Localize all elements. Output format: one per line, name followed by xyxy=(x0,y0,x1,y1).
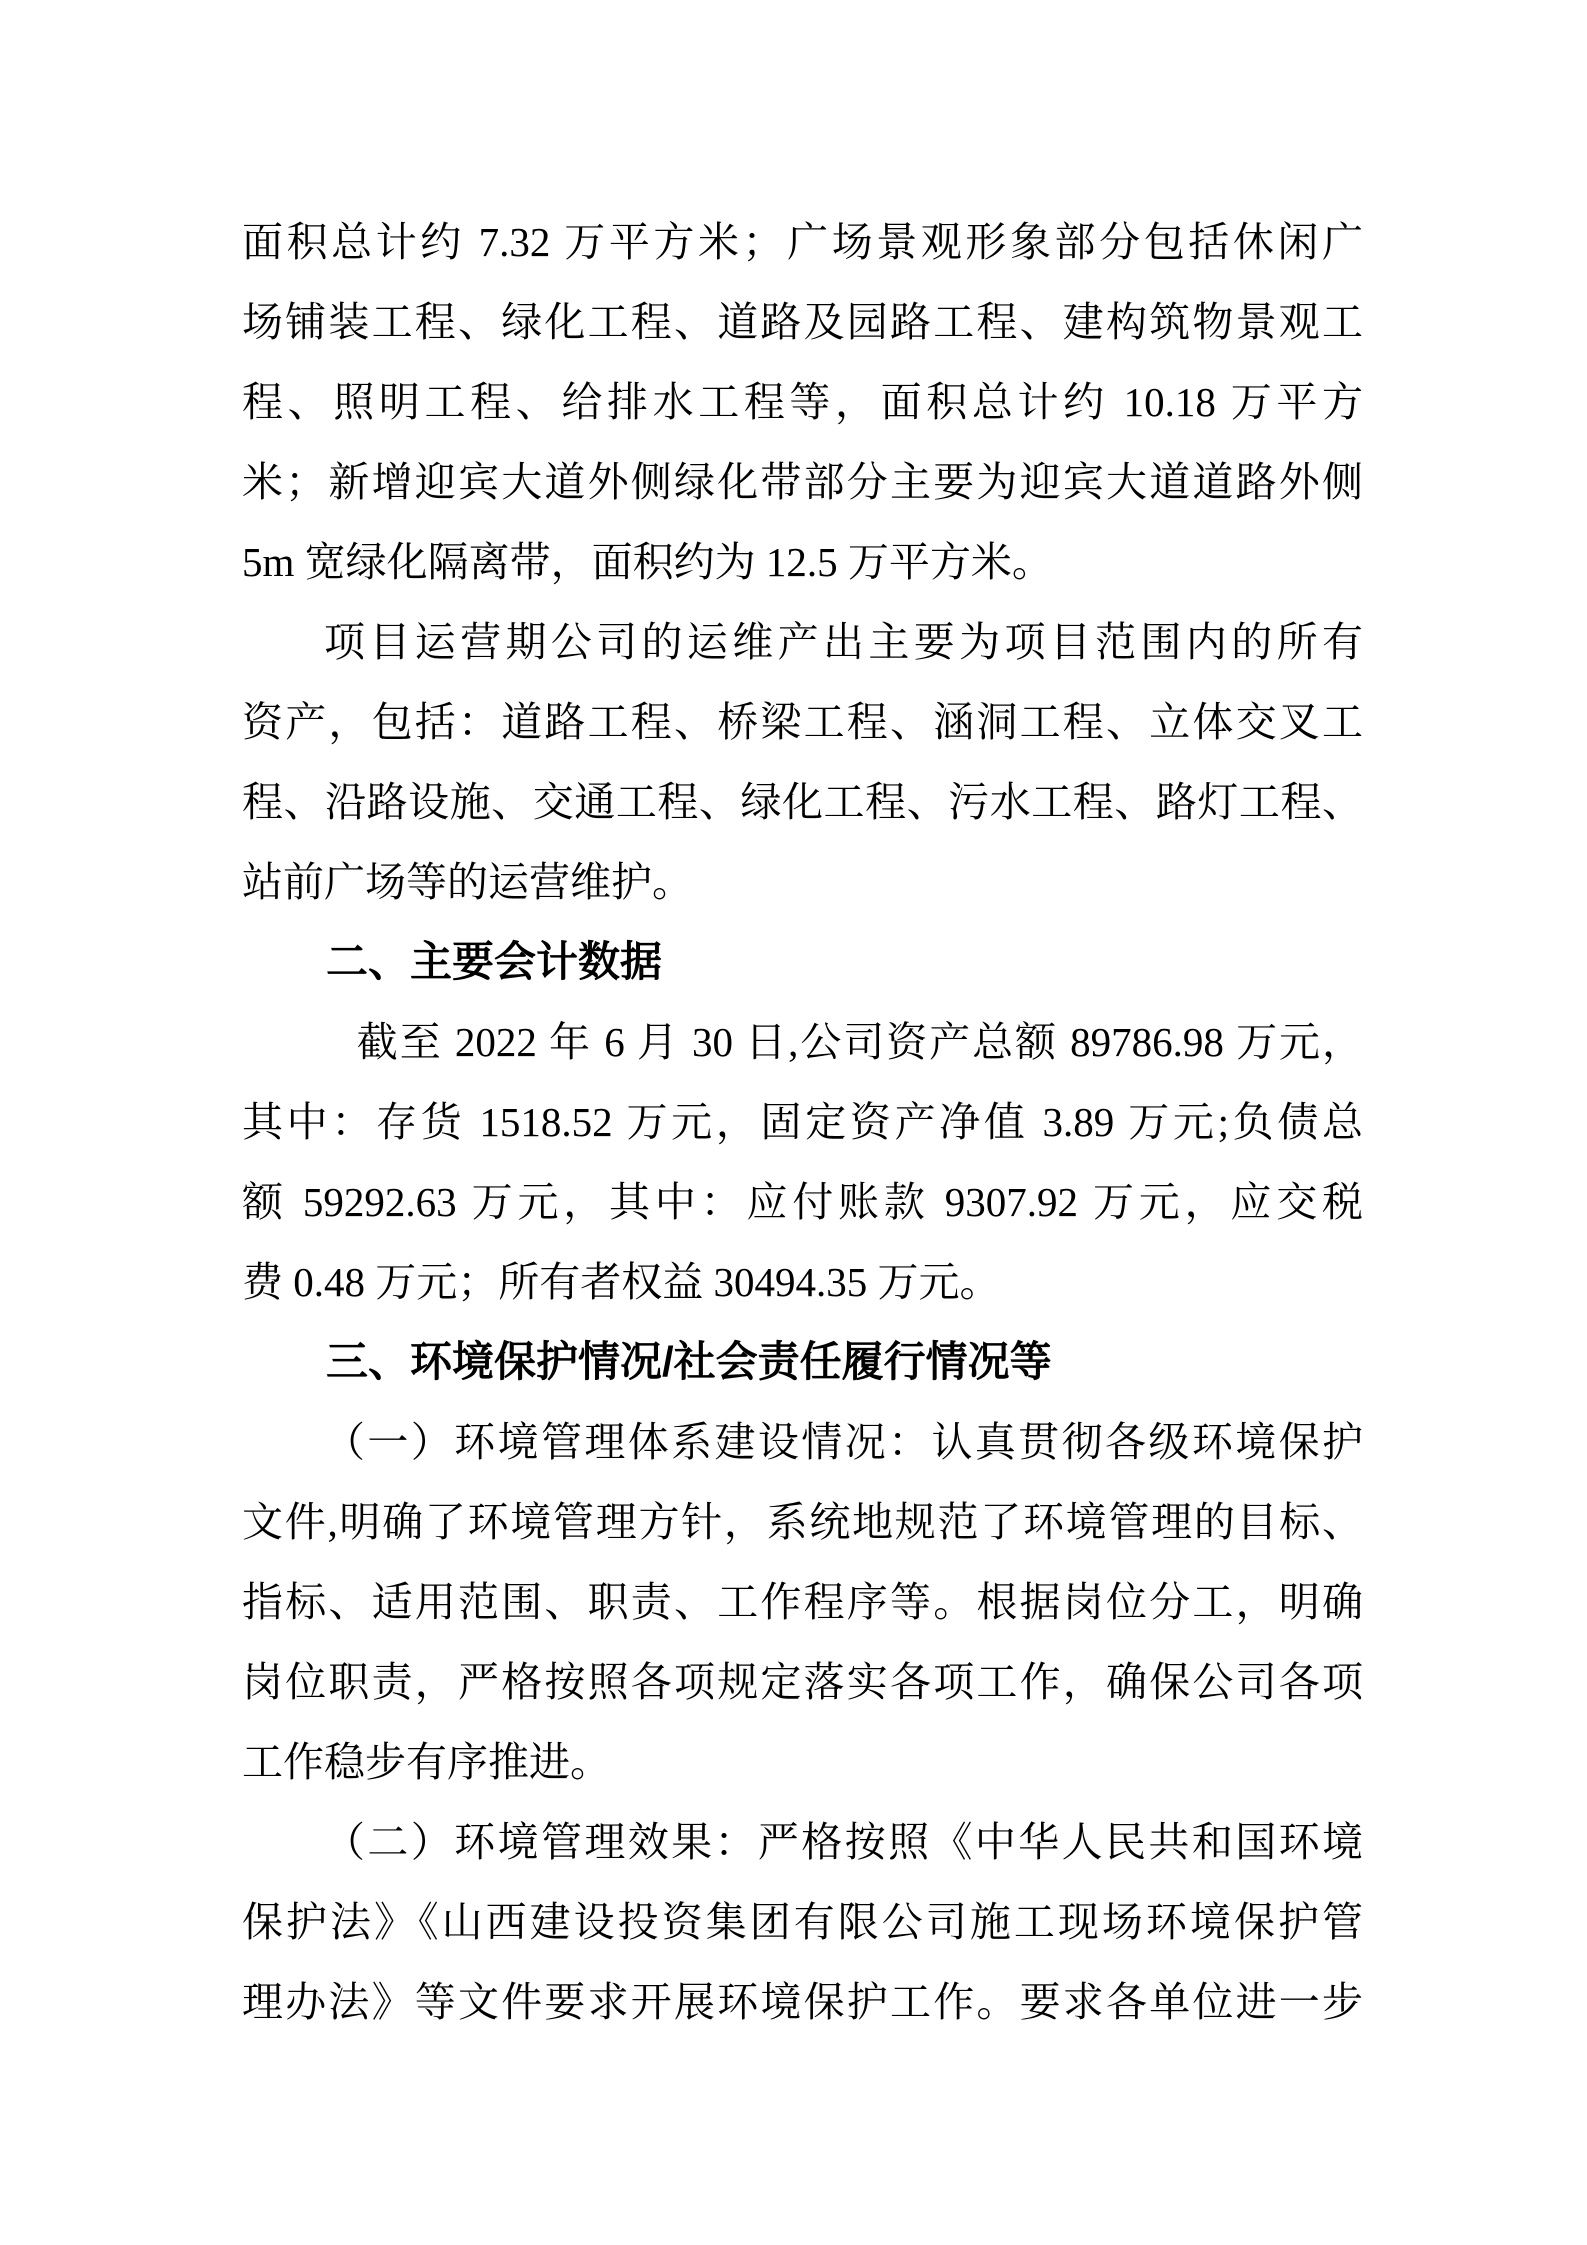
text-line: 资产，包括：道路工程、桥梁工程、涵洞工程、立体交叉工 xyxy=(242,699,1363,745)
text-line: 岗位职责，严格按照各项规定落实各项工作，确保公司各项 xyxy=(242,1659,1363,1705)
text-line: 费 0.48 万元；所有者权益 30494.35 万元。 xyxy=(242,1259,1001,1305)
text-line: 截至 2022 年 6 月 30 日,公司资产总额 89786.98 万元， xyxy=(356,1019,1363,1065)
text-line: 5m 宽绿化隔离带，面积约为 12.5 万平方米。 xyxy=(242,539,1053,585)
section-heading: 二、主要会计数据 xyxy=(326,938,663,985)
text-line: 工作稳步有序推进。 xyxy=(242,1739,611,1785)
text-line: 场铺装工程、绿化工程、道路及园路工程、建构筑物景观工 xyxy=(242,299,1363,345)
text-line: 项目运营期公司的运维产出主要为项目范围内的所有 xyxy=(324,619,1363,665)
text-line: （二）环境管理效果：严格按照《中华人民共和国环境 xyxy=(324,1819,1363,1865)
text-line: 保护法》《山西建设投资集团有限公司施工现场环境保护管 xyxy=(242,1899,1363,1945)
text-line: 文件,明确了环境管理方针，系统地规范了环境管理的目标、 xyxy=(242,1499,1363,1545)
text-line: 指标、适用范围、职责、工作程序等。根据岗位分工，明确 xyxy=(242,1579,1363,1625)
text-line: （一）环境管理体系建设情况：认真贯彻各级环境保护 xyxy=(324,1419,1363,1465)
text-line: 站前广场等的运营维护。 xyxy=(242,859,693,905)
text-line: 米；新增迎宾大道外侧绿化带部分主要为迎宾大道道路外侧 xyxy=(242,459,1363,505)
text-line: 面积总计约 7.32 万平方米；广场景观形象部分包括休闲广 xyxy=(242,219,1363,265)
text-line: 程、沿路设施、交通工程、绿化工程、污水工程、路灯工程、 xyxy=(242,779,1363,825)
text-line: 理办法》等文件要求开展环境保护工作。要求各单位进一步 xyxy=(242,1979,1363,2025)
text-line: 程、照明工程、给排水工程等，面积总计约 10.18 万平方 xyxy=(242,379,1363,425)
text-line: 其中：存货 1518.52 万元，固定资产净值 3.89 万元;负债总 xyxy=(242,1099,1363,1145)
text-line: 额 59292.63 万元，其中：应付账款 9307.92 万元，应交税 xyxy=(242,1179,1363,1225)
section-heading: 三、环境保护情况/社会责任履行情况等 xyxy=(326,1338,1052,1385)
